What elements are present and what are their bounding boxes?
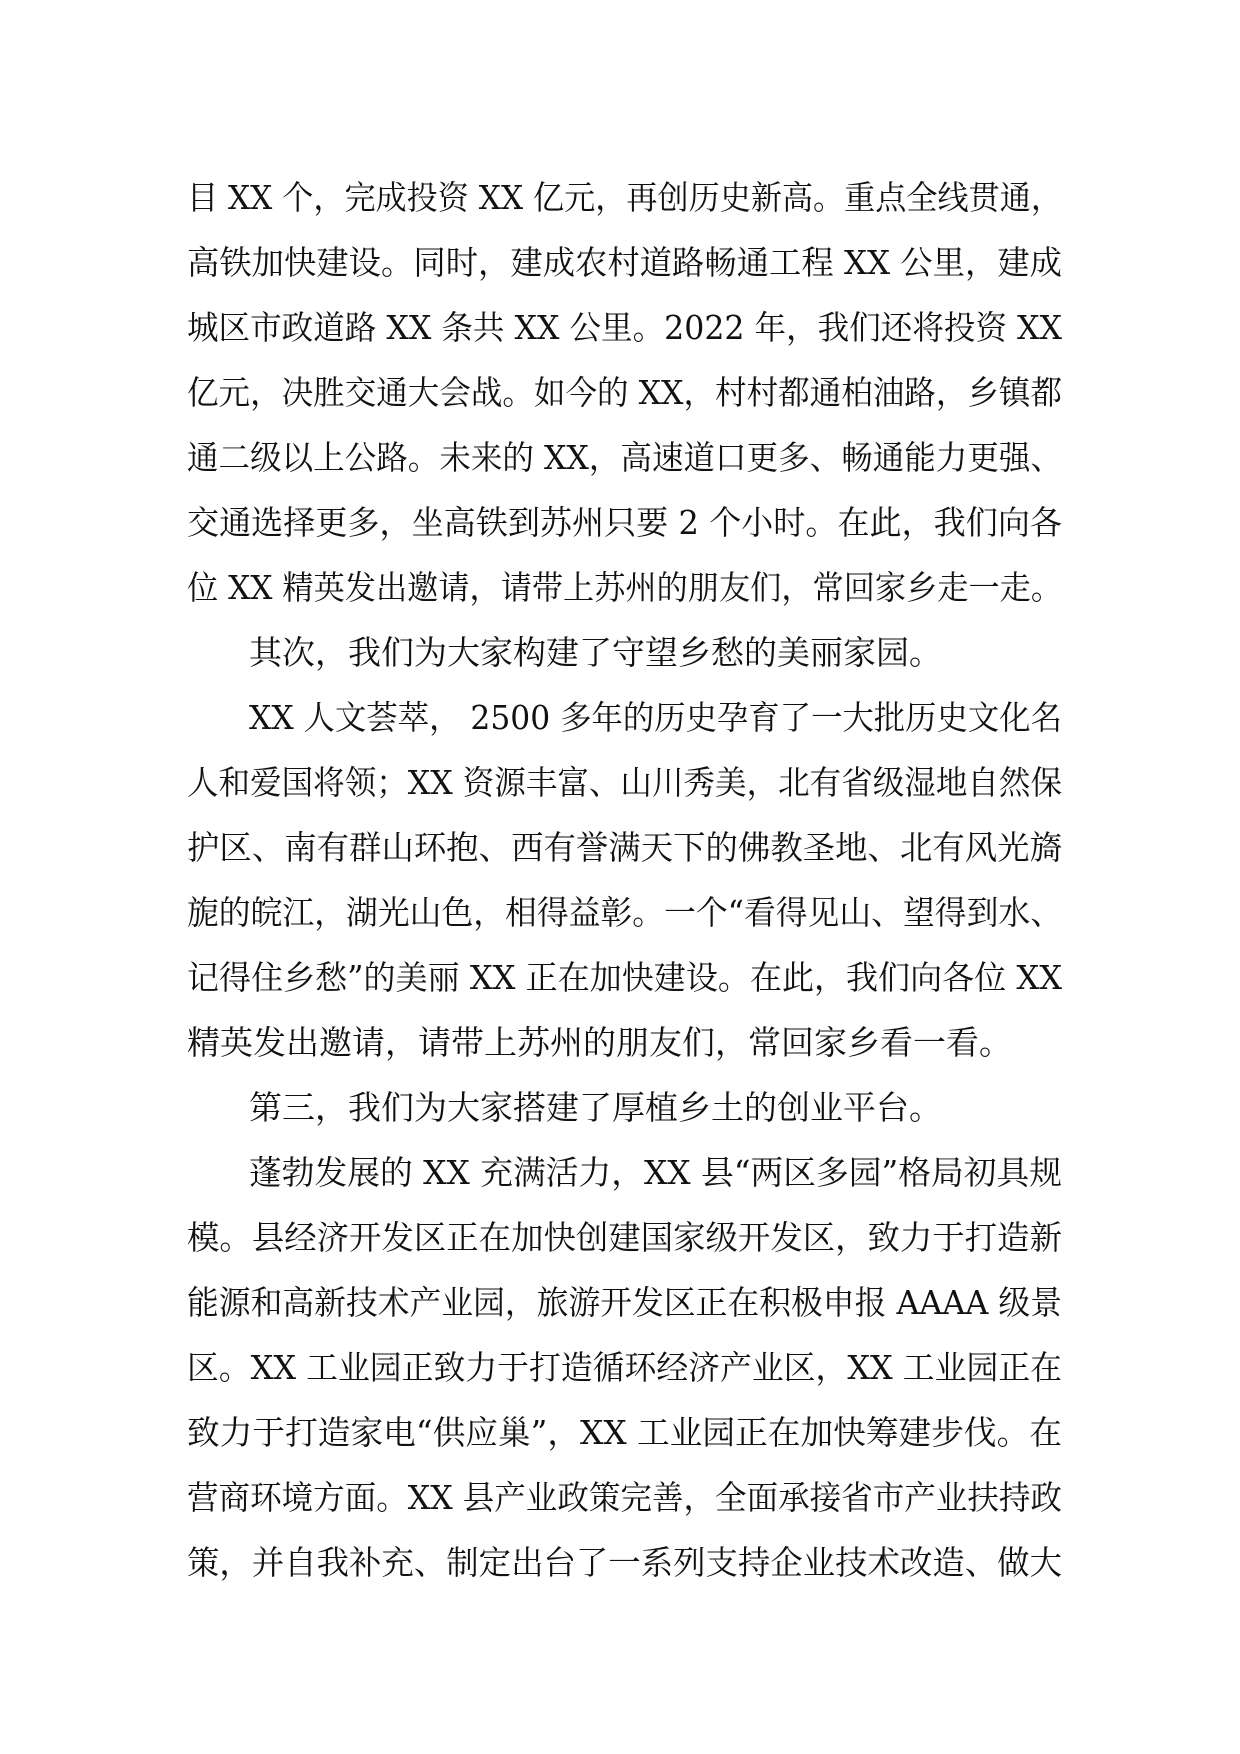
text-line-14: 精英发出邀请，请带上苏州的朋友们，常回家乡看一看。 [187,1023,1012,1062]
text-line-21: 营商环境方面。XX 县产业政策完善，全面承接省市产业扶持政 [187,1478,1062,1517]
text-line-6: 交通选择更多，坐高铁到苏州只要 2 个小时。在此，我们向各 [187,503,1062,542]
text-line-5: 通二级以上公路。未来的 XX，高速道口更多、畅通能力更强、 [187,438,1062,477]
text-line-13: 记得住乡愁”的美丽 XX 正在加快建设。在此，我们向各位 XX [187,958,1062,997]
text-line-1: 目 XX 个，完成投资 XX 亿元，再创历史新高。重点全线贯通， [187,178,1062,217]
text-line-17: 模。县经济开发区正在加快创建国家级开发区，致力于打造新 [187,1218,1062,1257]
text-line-11: 护区、南有群山环抱、西有誉满天下的佛教圣地、北有风光旖 [187,828,1062,867]
text-line-20: 致力于打造家电“供应巢”，XX 工业园正在加快筹建步伐。在 [187,1413,1062,1452]
text-line-22: 策，并自我补充、制定出台了一系列支持企业技术改造、做大 [187,1543,1062,1582]
text-line-7: 位 XX 精英发出邀请，请带上苏州的朋友们，常回家乡走一走。 [187,568,1062,607]
text-line-9: XX 人文荟萃， 2500 多年的历史孕育了一大批历史文化名 [249,698,1062,737]
text-line-12: 旎的皖江，湖光山色，相得益彰。一个“看得见山、望得到水、 [187,893,1062,932]
text-line-16: 蓬勃发展的 XX 充满活力，XX 县“两区多园”格局初具规 [249,1153,1062,1192]
text-line-3: 城区市政道路 XX 条共 XX 公里。2022 年，我们还将投资 XX [187,308,1062,347]
text-line-19: 区。XX 工业园正致力于打造循环经济产业区，XX 工业园正在 [187,1348,1062,1387]
text-line-4: 亿元，决胜交通大会战。如今的 XX，村村都通柏油路，乡镇都 [187,373,1062,412]
text-line-18: 能源和高新技术产业园，旅游开发区正在积极申报 AAAA 级景 [187,1283,1062,1322]
text-line-10: 人和爱国将领；XX 资源丰富、山川秀美，北有省级湿地自然保 [187,763,1062,802]
section-heading-second: 其次，我们为大家构建了守望乡愁的美丽家园。 [249,633,942,672]
section-heading-third: 第三，我们为大家搭建了厚植乡土的创业平台。 [249,1088,942,1127]
text-line-2: 高铁加快建设。同时，建成农村道路畅通工程 XX 公里，建成 [187,243,1062,282]
document-body [187,165,1062,1595]
